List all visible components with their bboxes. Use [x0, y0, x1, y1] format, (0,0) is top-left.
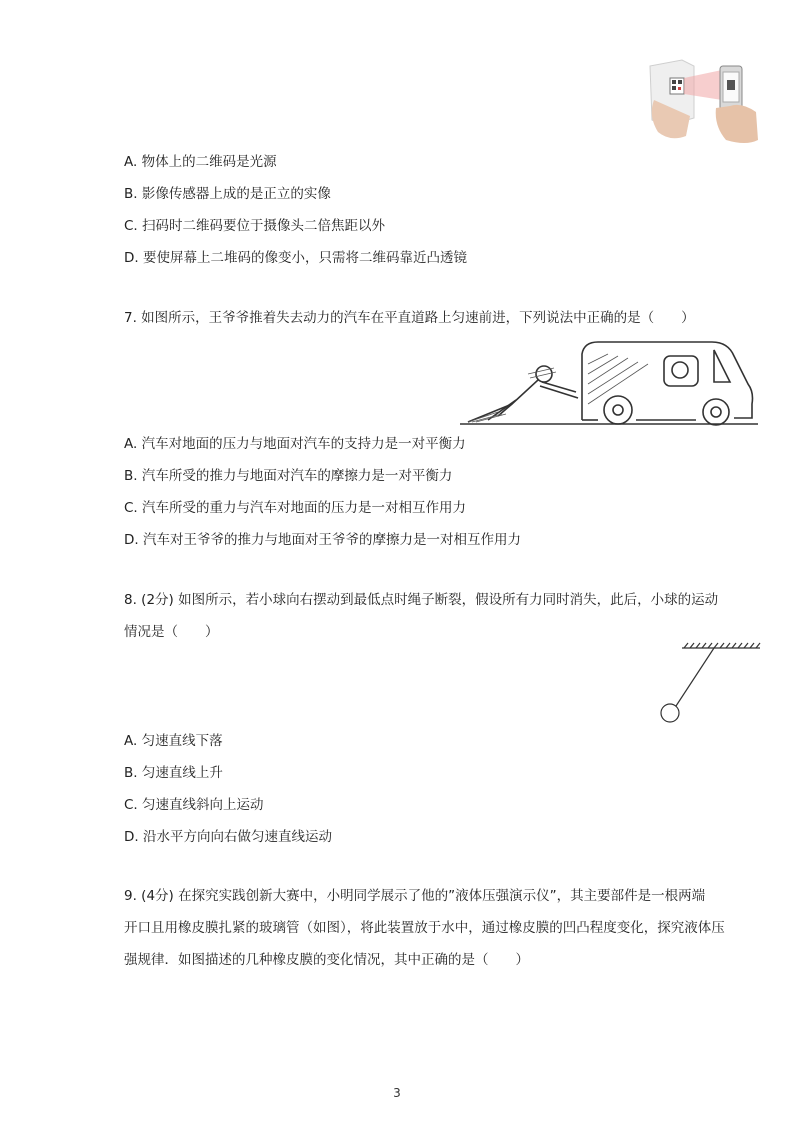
q9-stem-line3: 强规律．如图描述的几种橡皮膜的变化情况，其中正确的是（ ）: [124, 952, 529, 968]
q6-option-b: B. 影像传感器上成的是正立的实像: [124, 186, 331, 202]
q7-option-c: C. 汽车所受的重力与汽车对地面的压力是一对相互作用力: [124, 500, 467, 516]
page-number: 3: [393, 1086, 401, 1100]
q8-option-d: D. 沿水平方向向右做匀速直线运动: [124, 829, 332, 845]
q9-stem-line1: 9. (4分) 在探究实践创新大赛中，小明同学展示了他的”液体压强演示仪”，其主要部件是一根两端: [124, 888, 706, 904]
pendulum-figure: [652, 640, 764, 726]
q9-stem-line2: 开口且用橡皮膜扎紧的玻璃管（如图），将此装置放于水中，通过橡皮膜的凹凸程度变化，探究液体压: [124, 920, 725, 936]
q6-option-d: D. 要使屏幕上二堆码的像变小，只需将二维码靠近凸透镜: [124, 250, 467, 266]
q8-option-c: C. 匀速直线斜向上运动: [124, 797, 264, 813]
man-pushing-van-figure: [458, 334, 762, 428]
qr-scan-figure: [646, 56, 762, 146]
q7-option-a: A. 汽车对地面的压力与地面对汽车的支持力是一对平衡力: [124, 436, 466, 452]
q8-stem-line1: 8. (2分) 如图所示，若小球向右摆动到最低点时绳子断裂，假设所有力同时消失，此后，小球的运动: [124, 592, 719, 608]
q8-stem-line2: 情况是（ ）: [124, 624, 219, 640]
q7-option-d: D. 汽车对王爷爷的推力与地面对王爷爷的摩擦力是一对相互作用力: [124, 532, 521, 548]
q6-option-c: C. 扫码时二维码要位于摄像头二倍焦距以外: [124, 218, 386, 234]
q8-option-a: A. 匀速直线下落: [124, 733, 223, 749]
q7-stem: 7. 如图所示，王爷爷推着失去动力的汽车在平直道路上匀速前进，下列说法中正确的是（ ）: [124, 310, 695, 326]
q6-option-a: A. 物体上的二维码是光源: [124, 154, 277, 170]
q7-option-b: B. 汽车所受的推力与地面对汽车的摩擦力是一对平衡力: [124, 468, 453, 484]
q8-option-b: B. 匀速直线上升: [124, 765, 223, 781]
